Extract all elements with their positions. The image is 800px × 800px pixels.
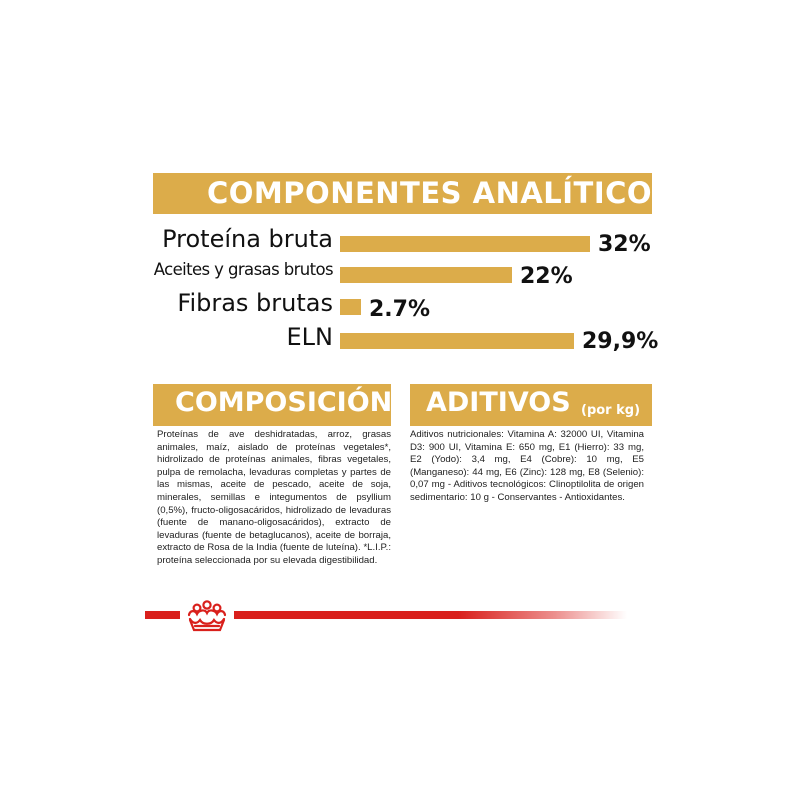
additives-header <box>410 384 652 426</box>
nutrient-label: Aceites y grasas brutos <box>153 260 333 279</box>
additives-text: Aditivos nutricionales: Vitamina A: 32000 UI, Vitamina D3: 900 UI, Vitamina E: 650 mg, E1 (Hierro): 33 mg, E2 (Yodo): 3,4 mg, E4 (Cobre): 10 mg, E5 (Manganeso): 44 mg, E6 (Zinc): 128 mg, E8 (Selenio): 0,07 mg - Aditivos tecnológicos: Clinoptilolita de origen sedimentario: 10 g - Conservantes - Antioxidantes. <box>410 429 644 503</box>
additives-unit: (por kg) <box>581 403 641 418</box>
nutrient-label: ELN <box>286 323 333 351</box>
nutrient-value: 29,9% <box>582 329 659 354</box>
additives-title: ADITIVOS <box>426 387 571 418</box>
nutrient-bar <box>340 236 590 252</box>
analytics-title: COMPONENTES ANALÍTICOS <box>207 176 674 210</box>
analytics-header <box>153 173 674 214</box>
nutrient-bar <box>340 267 512 283</box>
nutrient-bar <box>340 299 361 315</box>
crown-logo-icon <box>180 600 234 634</box>
nutrient-bar <box>340 333 574 349</box>
composition-text: Proteínas de ave deshidratadas, arroz, grasas animales, maíz, aislado de proteínas vegetales*, hidrolizado de proteínas animales, fibras vegetales, pulpa de remolacha, levaduras completas y partes de las mismas, aceite de pescado, aceite de soja, minerales, semillas e integumentos de psyllium (0,5%), fructo-oligosacáridos, hidrolizado de levaduras (fuente de manano-oligosacáridos), extracto de levaduras (fuente de betaglucanos), aceite de borraja, extracto de Rosa de la India (fuente de luteína). *L.I.P.: proteína seleccionada por su elevada digestibilidad. <box>157 429 391 566</box>
nutrient-value: 22% <box>520 264 573 289</box>
composition-header <box>153 384 391 426</box>
nutrient-label: Fibras brutas <box>177 289 333 317</box>
composition-title: COMPOSICIÓN <box>175 387 393 418</box>
nutrient-label: Proteína bruta <box>162 225 333 253</box>
nutrient-value: 32% <box>598 232 651 257</box>
nutrient-value: 2.7% <box>369 297 431 322</box>
